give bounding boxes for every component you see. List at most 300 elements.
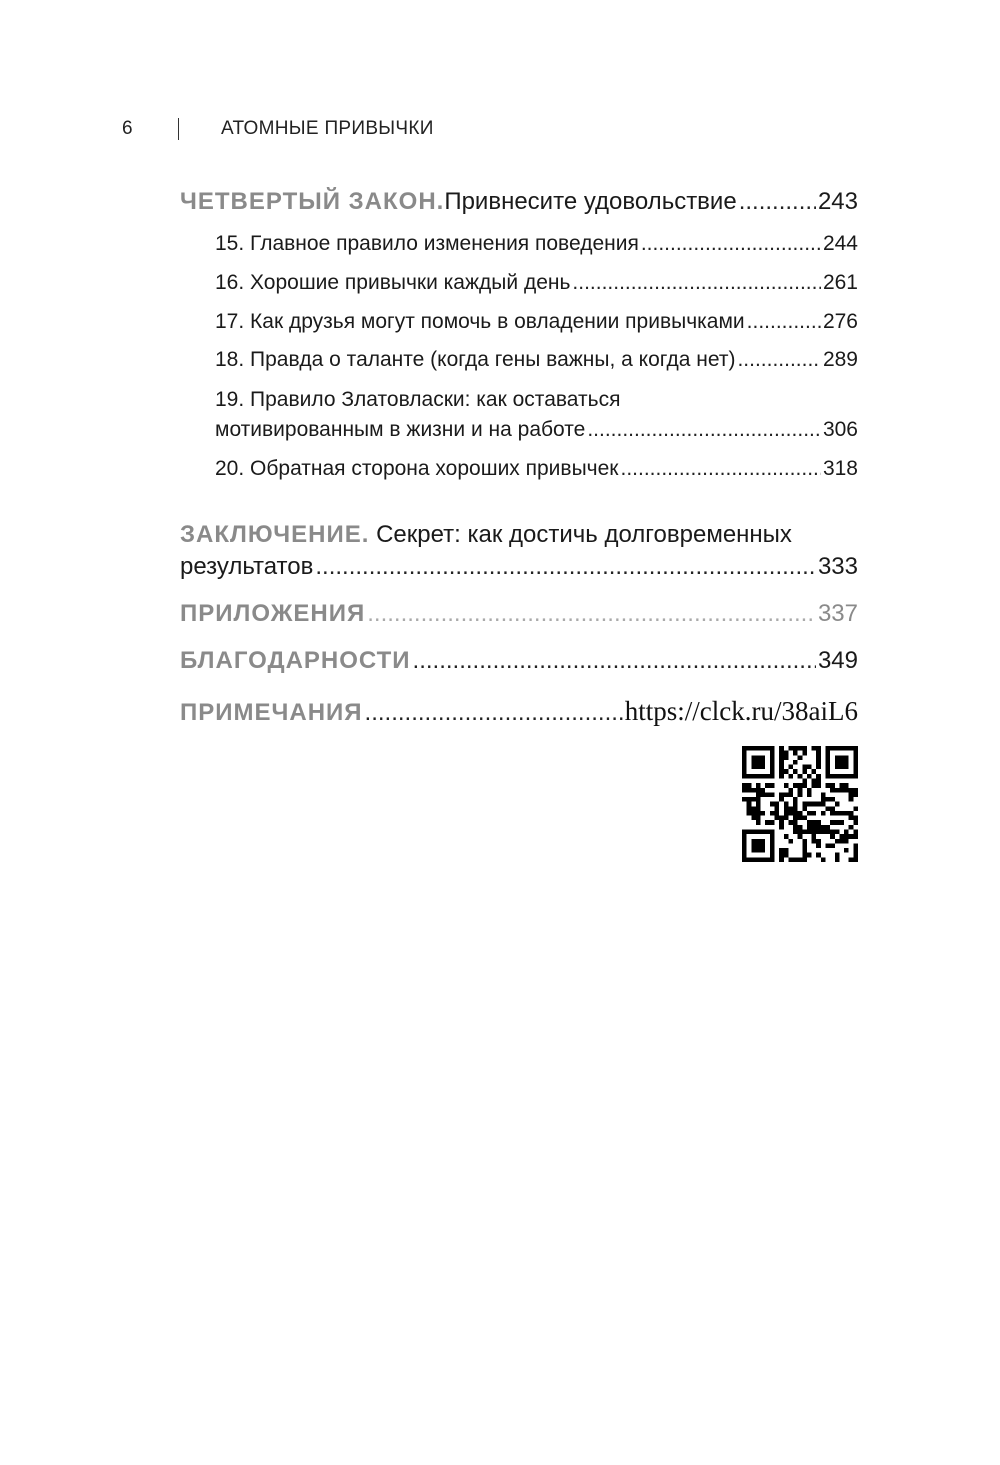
- qr-module: [765, 857, 770, 862]
- qr-module: [742, 834, 747, 839]
- qr-module: [779, 755, 784, 760]
- qr-module: [747, 857, 752, 862]
- qr-module: [798, 746, 803, 751]
- qr-module: [839, 774, 844, 779]
- qr-module: [779, 857, 784, 862]
- qr-module: [844, 839, 849, 844]
- qr-module: [839, 755, 844, 760]
- qr-module: [853, 857, 858, 862]
- page-ref: 318: [822, 457, 858, 480]
- leader-dots: [747, 310, 821, 334]
- qr-module: [742, 774, 747, 779]
- qr-module: [802, 816, 807, 821]
- toc-entry-notes[interactable]: [180, 696, 858, 727]
- qr-module: [830, 834, 835, 839]
- qr-module: [849, 857, 854, 862]
- qr-module: [807, 820, 812, 825]
- qr-module: [802, 857, 807, 862]
- qr-module: [747, 746, 752, 751]
- qr-module: [798, 774, 803, 779]
- qr-module: [747, 788, 752, 793]
- qr-module: [742, 848, 747, 853]
- qr-module: [853, 769, 858, 774]
- qr-module: [816, 825, 821, 830]
- qr-module: [807, 788, 812, 793]
- qr-module: [812, 769, 817, 774]
- qr-module: [798, 830, 803, 835]
- qr-code-icon[interactable]: [742, 746, 858, 862]
- qr-module: [788, 746, 793, 751]
- toc-entry-conclusion[interactable]: [180, 553, 858, 581]
- qr-module: [784, 853, 789, 858]
- qr-module: [816, 783, 821, 788]
- qr-module: [807, 811, 812, 816]
- qr-module: [751, 839, 756, 844]
- qr-module: [793, 769, 798, 774]
- qr-module: [849, 774, 854, 779]
- qr-module: [742, 769, 747, 774]
- qr-module: [761, 857, 766, 862]
- qr-module: [853, 816, 858, 821]
- qr-module: [816, 839, 821, 844]
- qr-module: [835, 746, 840, 751]
- qr-module: [756, 802, 761, 807]
- qr-module: [742, 783, 747, 788]
- qr-module: [770, 755, 775, 760]
- qr-module: [784, 751, 789, 756]
- header-divider: [178, 118, 179, 140]
- qr-module: [756, 830, 761, 835]
- qr-module: [798, 788, 803, 793]
- page-ref: 306: [822, 418, 858, 441]
- qr-module: [742, 755, 747, 760]
- qr-module: [830, 843, 835, 848]
- notes-link[interactable]: https://clck.ru/38aiL6: [624, 696, 858, 726]
- qr-module: [835, 774, 840, 779]
- qr-module: [839, 765, 844, 770]
- qr-module: [853, 788, 858, 793]
- qr-module: [765, 792, 770, 797]
- chapter-title: 18. Правда о таланте (когда гены важны, а когда нет): [215, 348, 736, 371]
- qr-module: [826, 830, 831, 835]
- qr-module: [812, 778, 817, 783]
- qr-module: [751, 806, 756, 811]
- toc-entry-appendix[interactable]: [180, 600, 858, 628]
- qr-module: [784, 811, 789, 816]
- qr-module: [770, 774, 775, 779]
- qr-module: [844, 788, 849, 793]
- qr-module: [742, 746, 747, 751]
- qr-module: [779, 820, 784, 825]
- qr-module: [853, 760, 858, 765]
- qr-module: [844, 848, 849, 853]
- qr-module: [774, 816, 779, 821]
- qr-module: [761, 811, 766, 816]
- toc-entry-acknowledgments[interactable]: [180, 647, 858, 675]
- qr-module: [770, 834, 775, 839]
- qr-module: [751, 848, 756, 853]
- page-ref: 337: [817, 600, 858, 627]
- qr-module: [751, 760, 756, 765]
- qr-module: [751, 765, 756, 770]
- qr-module: [779, 746, 784, 751]
- qr-module: [784, 806, 789, 811]
- qr-module: [756, 792, 761, 797]
- qr-module: [779, 853, 784, 858]
- qr-module: [839, 839, 844, 844]
- qr-module: [761, 788, 766, 793]
- toc-entry-chapter-19[interactable]: [215, 418, 858, 442]
- qr-module: [821, 857, 826, 862]
- qr-module: [835, 857, 840, 862]
- qr-module: [788, 774, 793, 779]
- qr-module: [761, 746, 766, 751]
- qr-module: [747, 802, 752, 807]
- qr-module: [784, 802, 789, 807]
- qr-module: [816, 765, 821, 770]
- qr-module: [761, 760, 766, 765]
- page-number: 6: [122, 118, 133, 139]
- qr-module: [798, 783, 803, 788]
- book-title: АТОМНЫЕ ПРИВЫЧКИ: [221, 118, 434, 139]
- qr-module: [770, 830, 775, 835]
- qr-module: [770, 848, 775, 853]
- qr-module: [853, 751, 858, 756]
- qr-module: [798, 811, 803, 816]
- qr-module: [779, 751, 784, 756]
- leader-dots: [367, 600, 816, 628]
- page-ref: 243: [817, 188, 858, 215]
- qr-module: [784, 755, 789, 760]
- qr-module: [798, 857, 803, 862]
- qr-module: [853, 843, 858, 848]
- qr-module: [816, 755, 821, 760]
- qr-module: [844, 830, 849, 835]
- qr-module: [844, 834, 849, 839]
- qr-module: [835, 820, 840, 825]
- qr-module: [793, 806, 798, 811]
- qr-module: [816, 820, 821, 825]
- qr-module: [747, 830, 752, 835]
- qr-module: [853, 853, 858, 858]
- qr-module: [835, 830, 840, 835]
- qr-module: [839, 811, 844, 816]
- qr-module: [853, 834, 858, 839]
- qr-module: [812, 834, 817, 839]
- qr-module: [798, 834, 803, 839]
- qr-module: [765, 820, 770, 825]
- qr-module: [761, 839, 766, 844]
- qr-module: [853, 848, 858, 853]
- qr-module: [751, 816, 756, 821]
- qr-module: [821, 825, 826, 830]
- qr-module: [761, 792, 766, 797]
- qr-module: [756, 783, 761, 788]
- qr-module: [807, 825, 812, 830]
- qr-module: [798, 816, 803, 821]
- leader-dots: [413, 647, 816, 675]
- qr-module: [802, 830, 807, 835]
- qr-module: [816, 853, 821, 858]
- qr-module: [830, 797, 835, 802]
- qr-module: [788, 765, 793, 770]
- page-ref: 349: [817, 647, 858, 674]
- qr-module: [802, 802, 807, 807]
- qr-module: [742, 797, 747, 802]
- qr-module: [853, 806, 858, 811]
- qr-module: [830, 830, 835, 835]
- qr-module: [812, 820, 817, 825]
- page-ref: 333: [817, 553, 858, 580]
- qr-module: [826, 797, 831, 802]
- qr-module: [756, 746, 761, 751]
- qr-module: [853, 765, 858, 770]
- qr-module: [765, 783, 770, 788]
- qr-module: [849, 792, 854, 797]
- qr-module: [816, 778, 821, 783]
- qr-module: [821, 802, 826, 807]
- qr-module: [784, 816, 789, 821]
- qr-module: [756, 857, 761, 862]
- section-label: ПРИМЕЧАНИЯ: [180, 699, 363, 726]
- qr-module: [816, 746, 821, 751]
- qr-module: [774, 811, 779, 816]
- qr-module: [802, 765, 807, 770]
- qr-module: [812, 802, 817, 807]
- qr-module: [793, 783, 798, 788]
- qr-module: [849, 788, 854, 793]
- section-label: ЗАКЛЮЧЕНИЕ.: [180, 521, 370, 548]
- qr-module: [830, 774, 835, 779]
- qr-module: [821, 830, 826, 835]
- running-head: [122, 116, 434, 142]
- qr-module: [770, 857, 775, 862]
- qr-module: [756, 848, 761, 853]
- qr-module: [751, 811, 756, 816]
- qr-module: [844, 774, 849, 779]
- qr-module: [853, 755, 858, 760]
- qr-module: [770, 843, 775, 848]
- qr-module: [812, 830, 817, 835]
- qr-module: [793, 802, 798, 807]
- qr-module: [756, 760, 761, 765]
- qr-module: [779, 848, 784, 853]
- toc-entry-chapter-17[interactable]: [215, 310, 858, 334]
- qr-module: [835, 755, 840, 760]
- qr-module: [770, 769, 775, 774]
- qr-module: [853, 830, 858, 835]
- chapter-title: 20. Обратная сторона хороших привычек: [215, 457, 619, 480]
- qr-module: [802, 806, 807, 811]
- qr-module: [816, 802, 821, 807]
- section-title-cont: результатов: [180, 553, 314, 580]
- section-label: ПРИЛОЖЕНИЯ: [180, 600, 366, 627]
- page-ref: 244: [822, 232, 858, 255]
- qr-module: [826, 825, 831, 830]
- qr-module: [802, 746, 807, 751]
- qr-module: [807, 792, 812, 797]
- qr-module: [747, 797, 752, 802]
- qr-module: [807, 765, 812, 770]
- qr-module: [779, 797, 784, 802]
- qr-module: [830, 806, 835, 811]
- chapter-title: 16. Хорошие привычки каждый день: [215, 271, 571, 294]
- qr-module: [844, 755, 849, 760]
- qr-module: [826, 755, 831, 760]
- leader-dots: [365, 699, 623, 727]
- qr-module: [853, 792, 858, 797]
- qr-module: [849, 797, 854, 802]
- qr-module: [807, 802, 812, 807]
- qr-module: [788, 820, 793, 825]
- qr-module: [770, 853, 775, 858]
- qr-module: [849, 834, 854, 839]
- qr-module: [844, 811, 849, 816]
- qr-module: [784, 792, 789, 797]
- qr-module: [765, 774, 770, 779]
- qr-module: [812, 839, 817, 844]
- qr-module: [747, 783, 752, 788]
- toc-entry-chapter-15[interactable]: [215, 232, 858, 256]
- qr-module: [793, 751, 798, 756]
- qr-module: [751, 843, 756, 848]
- qr-module: [774, 806, 779, 811]
- qr-module: [779, 760, 784, 765]
- qr-module: [844, 765, 849, 770]
- section-title: Секрет: как достичь долговременных: [369, 521, 792, 548]
- qr-module: [788, 857, 793, 862]
- chapter-19-line1: 19. Правило Златовласки: как оставаться: [215, 388, 621, 411]
- qr-module: [751, 746, 756, 751]
- qr-module: [779, 816, 784, 821]
- section-title: Привнесите удовольствие: [444, 188, 737, 215]
- qr-module: [756, 820, 761, 825]
- qr-module: [826, 843, 831, 848]
- toc-entry-chapter-16[interactable]: [215, 271, 858, 295]
- qr-module: [826, 783, 831, 788]
- qr-module: [761, 830, 766, 835]
- qr-module: [793, 830, 798, 835]
- qr-module: [798, 792, 803, 797]
- qr-module: [839, 760, 844, 765]
- qr-module: [784, 848, 789, 853]
- qr-module: [756, 816, 761, 821]
- qr-module: [756, 765, 761, 770]
- qr-module: [756, 811, 761, 816]
- toc-entry-chapter-18[interactable]: [215, 348, 858, 372]
- section-label: БЛАГОДАРНОСТИ: [180, 647, 411, 674]
- qr-module: [812, 746, 817, 751]
- qr-module: [839, 746, 844, 751]
- qr-module: [816, 774, 821, 779]
- qr-module: [793, 820, 798, 825]
- qr-module: [835, 811, 840, 816]
- qr-module: [849, 825, 854, 830]
- qr-module: [793, 811, 798, 816]
- qr-module: [742, 751, 747, 756]
- qr-module: [826, 751, 831, 756]
- qr-module: [807, 774, 812, 779]
- qr-module: [793, 760, 798, 765]
- qr-module: [830, 820, 835, 825]
- qr-module: [747, 774, 752, 779]
- qr-module: [802, 848, 807, 853]
- qr-module: [756, 797, 761, 802]
- qr-module: [798, 825, 803, 830]
- qr-module: [770, 792, 775, 797]
- qr-module: [839, 834, 844, 839]
- qr-module: [756, 839, 761, 844]
- qr-module: [826, 746, 831, 751]
- qr-module: [835, 802, 840, 807]
- qr-module: [835, 788, 840, 793]
- qr-module: [756, 774, 761, 779]
- page-ref: 289: [822, 348, 858, 371]
- qr-module: [826, 769, 831, 774]
- qr-module: [779, 769, 784, 774]
- qr-module: [816, 830, 821, 835]
- qr-module: [751, 830, 756, 835]
- qr-module: [779, 774, 784, 779]
- qr-module: [826, 765, 831, 770]
- qr-module: [788, 839, 793, 844]
- qr-module: [765, 830, 770, 835]
- qr-module: [821, 797, 826, 802]
- qr-module: [816, 760, 821, 765]
- qr-module: [807, 853, 812, 858]
- qr-module: [770, 783, 775, 788]
- page-ref: 276: [822, 310, 858, 333]
- qr-module: [788, 792, 793, 797]
- qr-module: [826, 760, 831, 765]
- qr-module: [756, 788, 761, 793]
- qr-module: [816, 843, 821, 848]
- qr-module: [853, 820, 858, 825]
- qr-module: [747, 806, 752, 811]
- qr-module: [751, 774, 756, 779]
- qr-module: [835, 853, 840, 858]
- qr-module: [793, 857, 798, 862]
- qr-module: [835, 839, 840, 844]
- qr-module: [812, 811, 817, 816]
- qr-module: [742, 765, 747, 770]
- qr-module: [779, 792, 784, 797]
- qr-module: [751, 797, 756, 802]
- chapter-title: 17. Как друзья могут помочь в овладении привычками: [215, 310, 745, 333]
- qr-module: [839, 788, 844, 793]
- page-ref: 261: [822, 271, 858, 294]
- qr-module: [821, 811, 826, 816]
- qr-module: [742, 843, 747, 848]
- qr-module: [849, 746, 854, 751]
- qr-module: [770, 839, 775, 844]
- qr-module: [761, 774, 766, 779]
- qr-module: [756, 755, 761, 760]
- qr-module: [793, 825, 798, 830]
- qr-module: [756, 843, 761, 848]
- toc-entry-law4[interactable]: [180, 188, 858, 216]
- qr-module: [839, 820, 844, 825]
- qr-module: [770, 820, 775, 825]
- qr-module: [807, 830, 812, 835]
- qr-module: [830, 746, 835, 751]
- toc-entry-chapter-20[interactable]: [215, 457, 858, 481]
- qr-module: [802, 783, 807, 788]
- qr-module: [761, 765, 766, 770]
- qr-module: [779, 765, 784, 770]
- qr-module: [830, 788, 835, 793]
- qr-module: [802, 769, 807, 774]
